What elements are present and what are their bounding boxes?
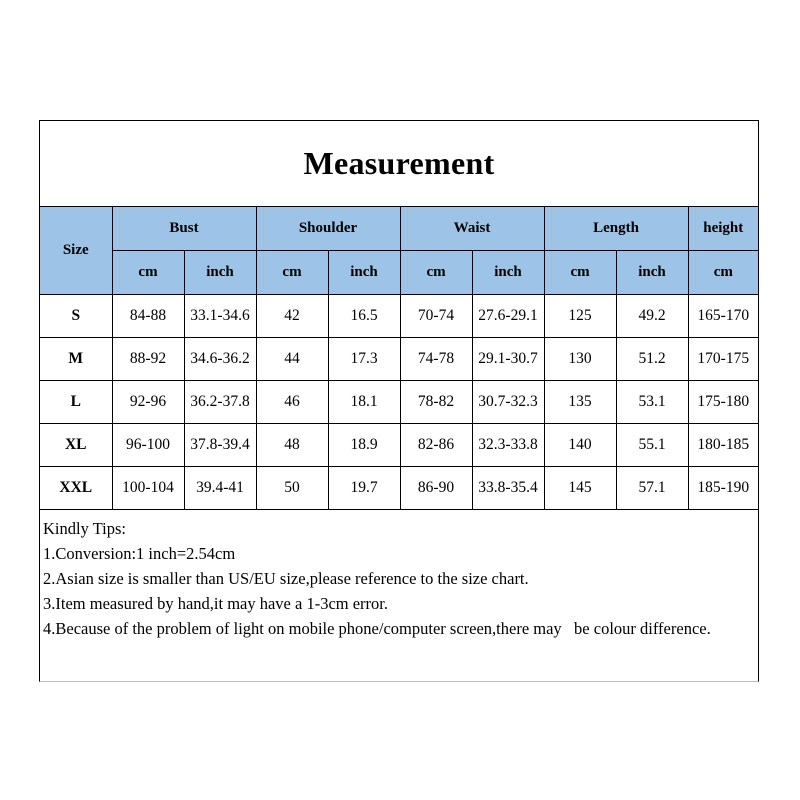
- unit-header: cm: [688, 251, 758, 295]
- unit-header: cm: [256, 251, 328, 295]
- table-cell: 145: [544, 467, 616, 510]
- table-cell: 34.6-36.2: [184, 338, 256, 381]
- table-cell: 48: [256, 424, 328, 467]
- table-cell: 17.3: [328, 338, 400, 381]
- table-row: [40, 424, 758, 467]
- unit-header: cm: [400, 251, 472, 295]
- table-cell: 33.1-34.6: [184, 295, 256, 338]
- table-cell: 33.8-35.4: [472, 467, 544, 510]
- table-row: [40, 381, 758, 424]
- table-cell: 50: [256, 467, 328, 510]
- table-cell: 100-104: [112, 467, 184, 510]
- table-cell: 49.2: [616, 295, 688, 338]
- table-cell: 51.2: [616, 338, 688, 381]
- height-header: height: [688, 207, 758, 251]
- table-cell: 46: [256, 381, 328, 424]
- unit-header: cm: [544, 251, 616, 295]
- header-row-groups: [40, 207, 758, 251]
- table-cell: 82-86: [400, 424, 472, 467]
- table-cell: 32.3-33.8: [472, 424, 544, 467]
- table-cell: 135: [544, 381, 616, 424]
- table-cell: 86-90: [400, 467, 472, 510]
- table-cell: 74-78: [400, 338, 472, 381]
- table-cell: 37.8-39.4: [184, 424, 256, 467]
- size-table: [40, 207, 758, 510]
- table-cell: 88-92: [112, 338, 184, 381]
- table-cell: 140: [544, 424, 616, 467]
- table-cell: 125: [544, 295, 616, 338]
- table-cell: 165-170: [688, 295, 758, 338]
- table-row: [40, 338, 758, 381]
- table-cell: 84-88: [112, 295, 184, 338]
- shoulder-header: Shoulder: [256, 207, 400, 251]
- title-box: [40, 121, 758, 207]
- table-cell: 170-175: [688, 338, 758, 381]
- unit-header: cm: [112, 251, 184, 295]
- header-row-units: [40, 251, 758, 295]
- size-header: Size: [40, 207, 112, 295]
- table-cell: 180-185: [688, 424, 758, 467]
- table-cell: 53.1: [616, 381, 688, 424]
- table-cell: 92-96: [112, 381, 184, 424]
- table-cell: 130: [544, 338, 616, 381]
- page-title: Measurement: [303, 145, 495, 181]
- table-cell: 27.6-29.1: [472, 295, 544, 338]
- table-cell: 19.7: [328, 467, 400, 510]
- tips-heading: Kindly Tips:: [43, 519, 126, 538]
- table-cell: 39.4-41: [184, 467, 256, 510]
- size-cell: XL: [40, 424, 112, 467]
- table-cell: 16.5: [328, 295, 400, 338]
- table-cell: 42: [256, 295, 328, 338]
- unit-header: inch: [328, 251, 400, 295]
- size-cell: S: [40, 295, 112, 338]
- length-header: Length: [544, 207, 688, 251]
- tip-line: 2.Asian size is smaller than US/EU size,please reference to the size chart.: [43, 569, 529, 588]
- table-cell: 18.9: [328, 424, 400, 467]
- bust-header: Bust: [112, 207, 256, 251]
- table-cell: 18.1: [328, 381, 400, 424]
- table-cell: 55.1: [616, 424, 688, 467]
- unit-header: inch: [472, 251, 544, 295]
- table-cell: 29.1-30.7: [472, 338, 544, 381]
- size-cell: XXL: [40, 467, 112, 510]
- table-cell: 44: [256, 338, 328, 381]
- table-row: [40, 295, 758, 338]
- tip-line: 3.Item measured by hand,it may have a 1-3cm error.: [43, 594, 389, 613]
- size-chart: [39, 120, 759, 682]
- table-cell: 70-74: [400, 295, 472, 338]
- size-cell: M: [40, 338, 112, 381]
- table-cell: 30.7-32.3: [472, 381, 544, 424]
- table-cell: 175-180: [688, 381, 758, 424]
- table-cell: 36.2-37.8: [184, 381, 256, 424]
- table-cell: 185-190: [688, 467, 758, 510]
- table-cell: 78-82: [400, 381, 472, 424]
- waist-header: Waist: [400, 207, 544, 251]
- tip-line: 4.Because of the problem of light on mobile phone/computer screen,there may be colour difference.: [43, 619, 711, 638]
- tips-section: [40, 510, 758, 641]
- size-cell: L: [40, 381, 112, 424]
- tip-line: 1.Conversion:1 inch=2.54cm: [43, 544, 236, 563]
- table-cell: 57.1: [616, 467, 688, 510]
- unit-header: inch: [184, 251, 256, 295]
- unit-header: inch: [616, 251, 688, 295]
- table-row: [40, 467, 758, 510]
- table-cell: 96-100: [112, 424, 184, 467]
